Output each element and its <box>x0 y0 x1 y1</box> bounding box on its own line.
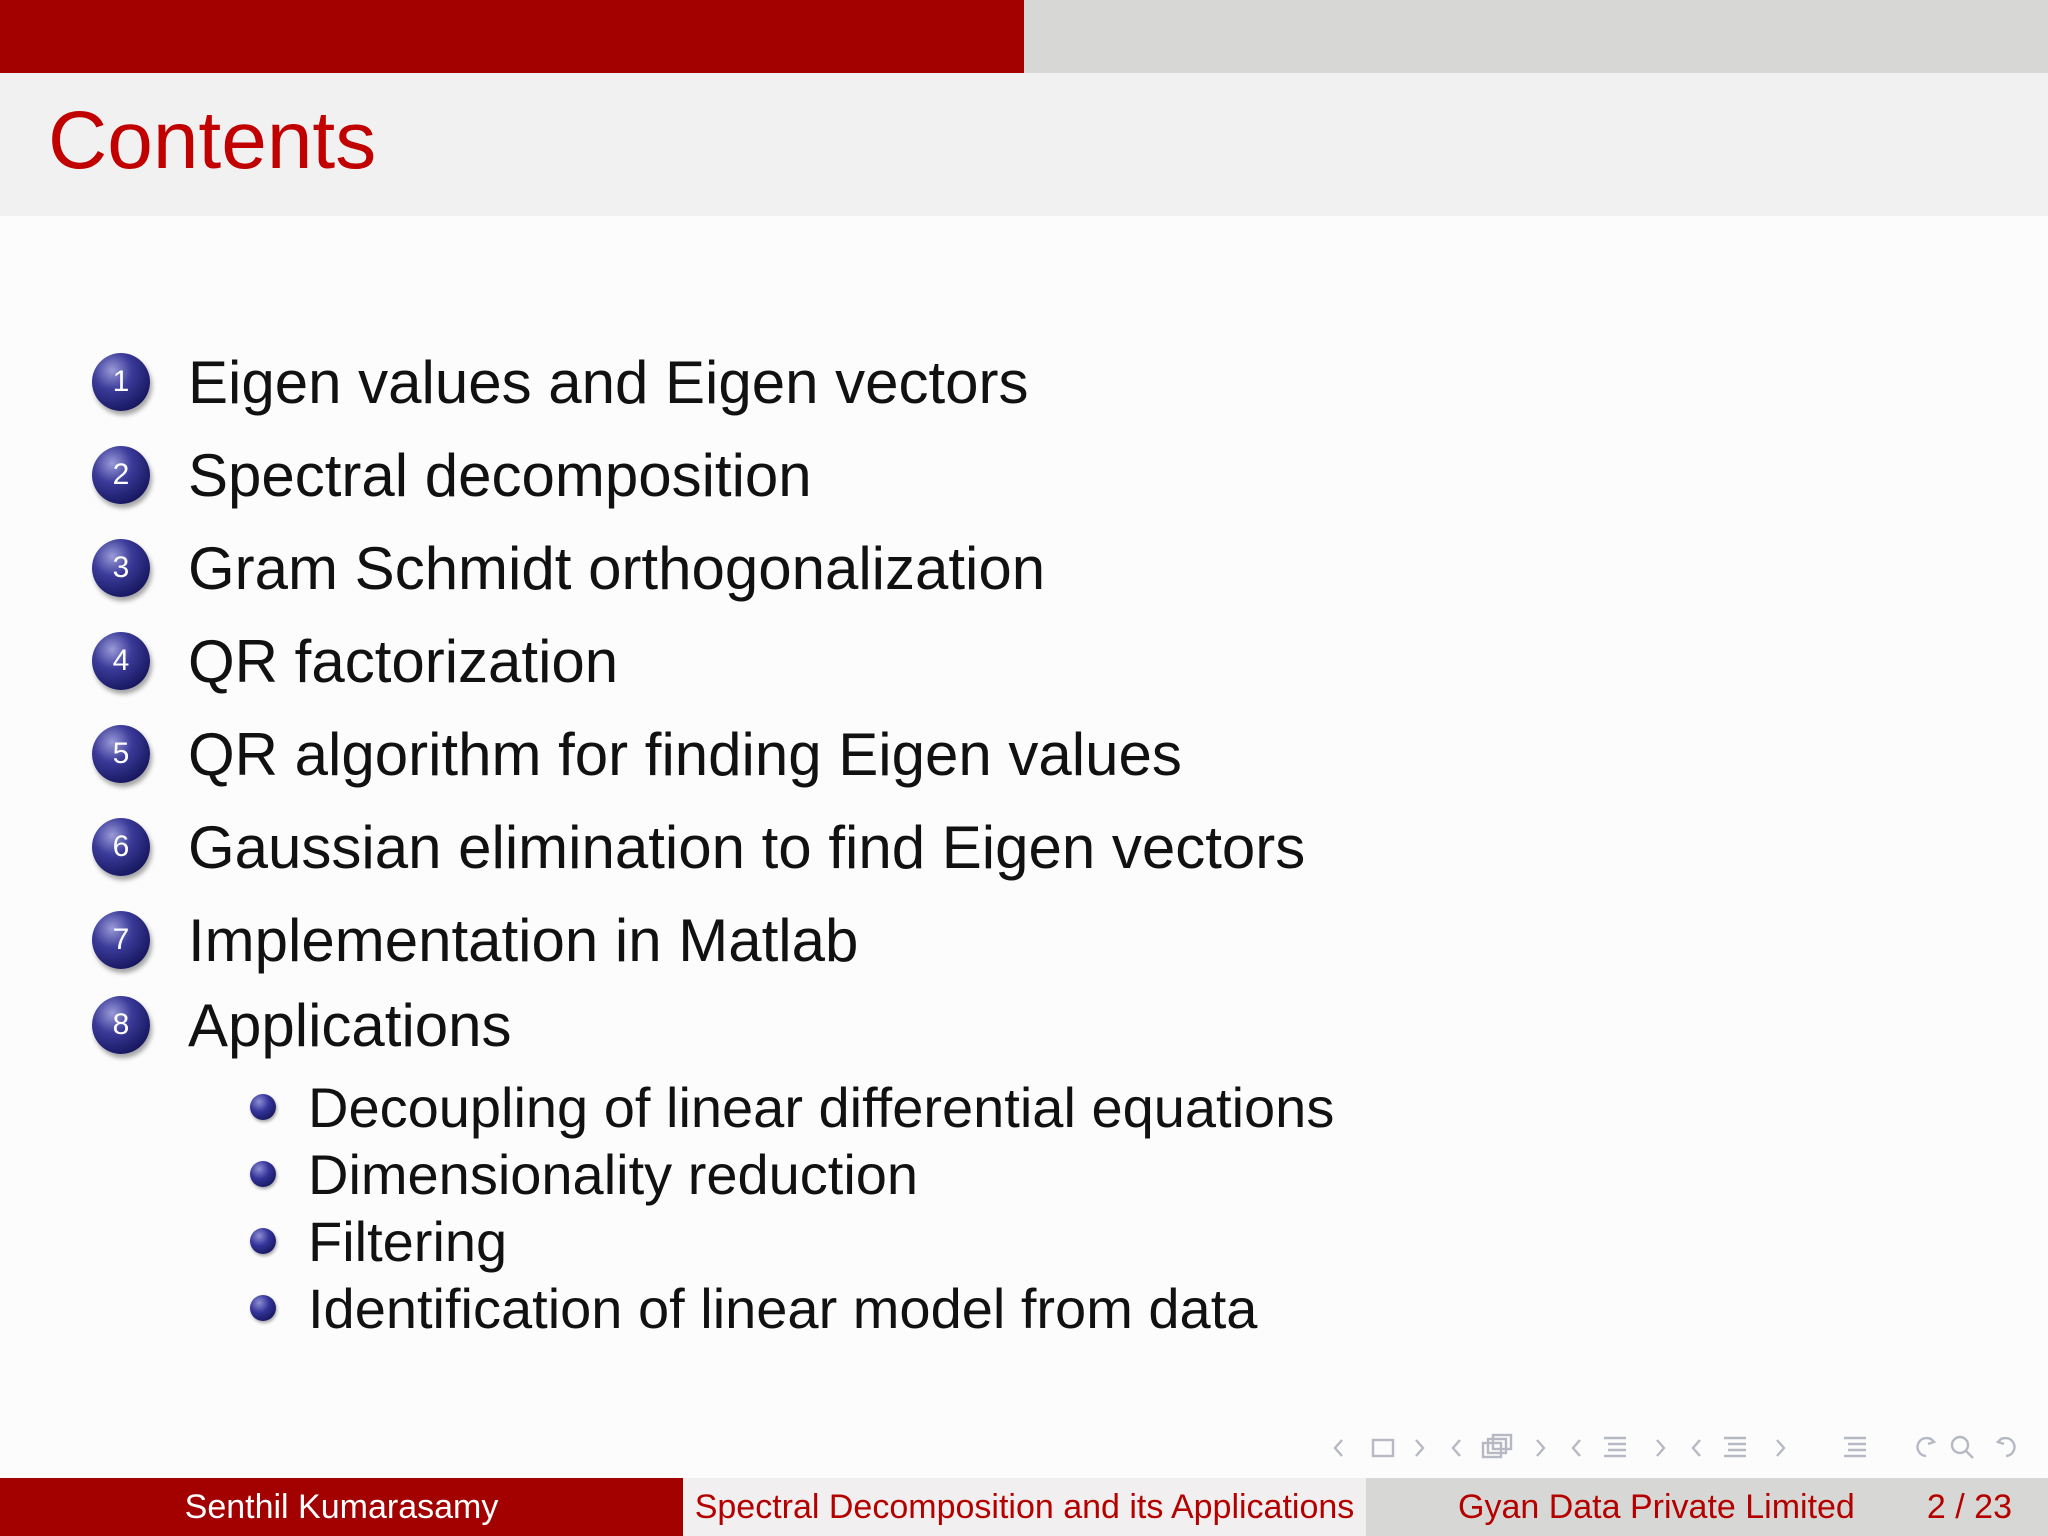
footer <box>0 1478 2048 1536</box>
toc-number-badge: 6 <box>92 818 150 876</box>
toc-number-badge: 5 <box>92 725 150 783</box>
toc-item-4[interactable] <box>92 621 618 701</box>
section-icon[interactable] <box>1724 1438 1746 1456</box>
toc-subitem-label: Filtering <box>308 1209 508 1273</box>
toc-number-badge: 1 <box>92 353 150 411</box>
sub-bullet-icon <box>250 1295 276 1321</box>
footer-title: Spectral Decomposition and its Applications <box>683 1478 1366 1536</box>
prev-section-icon[interactable] <box>1693 1440 1700 1456</box>
toc-subitem-4[interactable] <box>250 1276 1257 1340</box>
toc-subitem-2[interactable] <box>250 1142 918 1206</box>
next-slide-icon[interactable] <box>1416 1440 1423 1456</box>
sub-bullet-icon <box>250 1161 276 1187</box>
navigation-icons <box>1330 1430 2030 1466</box>
next-subsection-icon[interactable] <box>1657 1440 1664 1456</box>
toc-item-5[interactable] <box>92 714 1182 794</box>
toc-number-badge: 4 <box>92 632 150 690</box>
toc-item-label: Eigen values and Eigen vectors <box>188 348 1029 416</box>
toc-item-6[interactable] <box>92 807 1305 887</box>
forward-icon[interactable] <box>1998 1438 2014 1456</box>
prev-slide-icon[interactable] <box>1335 1440 1342 1456</box>
document-icon[interactable] <box>1844 1438 1866 1456</box>
toc-item-label: Implementation in Matlab <box>188 906 859 974</box>
sub-bullet-icon <box>250 1094 276 1120</box>
toc-number-badge: 8 <box>92 996 150 1054</box>
toc-item-label: Spectral decomposition <box>188 441 812 509</box>
toc-subitem-3[interactable] <box>250 1209 507 1273</box>
frame-title: Contents <box>48 95 377 186</box>
toc-subitem-label: Dimensionality reduction <box>308 1142 919 1206</box>
toc-subitem-1[interactable] <box>250 1075 1334 1139</box>
frame-icon[interactable] <box>1483 1435 1511 1457</box>
search-icon[interactable] <box>1952 1437 1973 1458</box>
toc-item-label: Gram Schmidt orthogonalization <box>188 534 1046 602</box>
beamer-navigation-bar <box>1330 1430 2030 1466</box>
toc-number-badge: 7 <box>92 911 150 969</box>
toc-item-2[interactable] <box>92 435 812 515</box>
toc-item-1[interactable] <box>92 342 1029 422</box>
toc-item-8[interactable] <box>92 985 512 1065</box>
footer-author: Senthil Kumarasamy <box>0 1478 683 1536</box>
toc-subitem-label: Identification of linear model from data <box>308 1276 1258 1340</box>
footer-institute-block <box>1366 1478 2048 1536</box>
next-section-icon[interactable] <box>1777 1440 1784 1456</box>
page-number: 2 / 23 <box>1926 1488 2012 1526</box>
toc-item-label: Applications <box>188 991 512 1059</box>
toc-number-badge: 2 <box>92 446 150 504</box>
toc-subitem-label: Decoupling of linear differential equations <box>308 1075 1335 1139</box>
toc-item-label: QR algorithm for finding Eigen values <box>188 720 1182 788</box>
prev-frame-icon[interactable] <box>1453 1440 1460 1456</box>
toc-item-label: Gaussian elimination to find Eigen vectors <box>188 813 1306 881</box>
footer-institute: Gyan Data Private Limited <box>1458 1488 1855 1526</box>
toc-number-badge: 3 <box>92 539 150 597</box>
toc-item-7[interactable] <box>92 900 858 980</box>
back-icon[interactable] <box>1918 1438 1934 1456</box>
toc-item-3[interactable] <box>92 528 1045 608</box>
prev-subsection-icon[interactable] <box>1573 1440 1580 1456</box>
sub-bullet-icon <box>250 1228 276 1254</box>
next-frame-icon[interactable] <box>1537 1440 1544 1456</box>
toc-item-label: QR factorization <box>188 627 619 695</box>
subsection-icon[interactable] <box>1604 1438 1626 1456</box>
slide-icon[interactable] <box>1373 1440 1393 1456</box>
